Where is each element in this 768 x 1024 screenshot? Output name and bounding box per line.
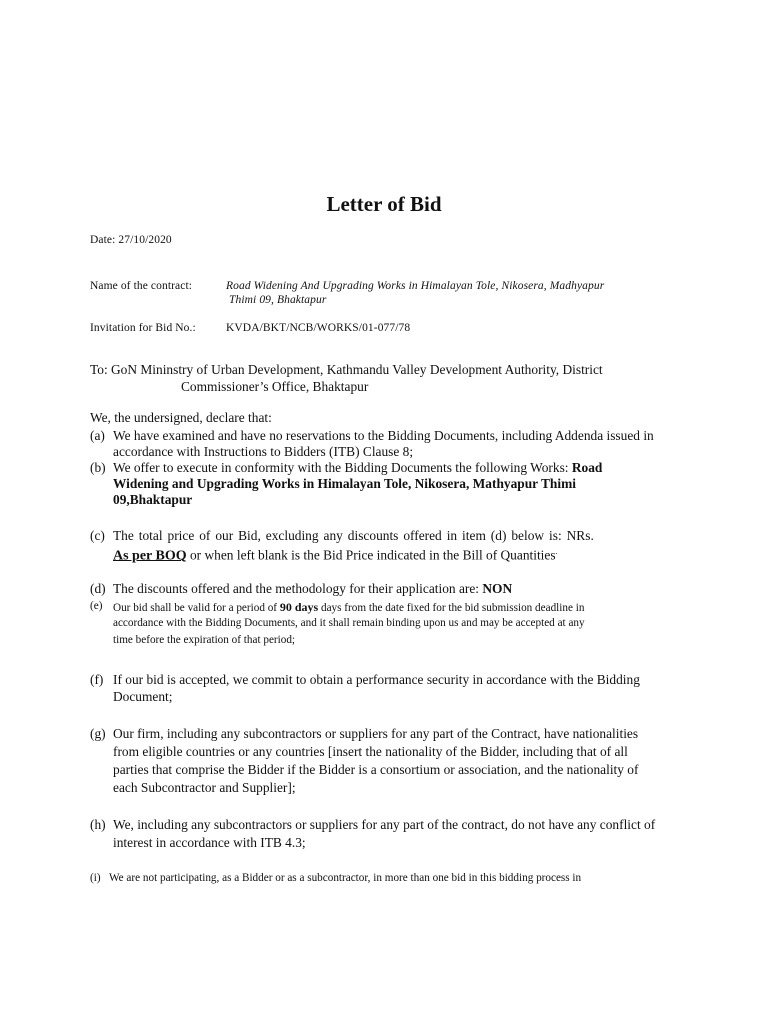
item-c-line2-text: or when left blank is the Bid Price indicated in the Bill of Quantities [186,547,556,563]
date-line: Date: 27/10/2020 [90,234,172,246]
item-e-line1-pre: Our bid shall be valid for a period of [113,602,280,614]
page-title: Letter of Bid [326,192,442,216]
item-e-line1-post: days from the date fixed for the bid submission deadline in [318,602,585,614]
item-e-line1 [113,600,584,615]
item-h-label: (h) [90,817,106,832]
contract-label: Name of the contract: [90,280,193,292]
item-e-days: 90 days [279,600,319,614]
item-g-label: (g) [90,726,106,741]
item-b-line3: 09,Bhaktapur [113,492,193,507]
item-d-bold: NON [482,581,513,596]
item-e-label: (e) [90,600,103,612]
item-b-line1-text: We offer to execute in conformity with the Bidding Documents the following Works: [113,460,572,475]
item-b-line1-bold: Road [571,460,603,475]
declaration-intro: We, the undersigned, declare that: [90,410,272,425]
item-d-label: (d) [90,581,106,596]
item-f-line1: If our bid is accepted, we commit to obtain a performance security in accordance with the Bidding [113,672,640,687]
item-i-label: (i) [90,872,101,884]
item-c-line2 [113,547,558,564]
item-a-line1: We have examined and have no reservations to the Bidding Documents, including Addenda issued in [113,428,654,443]
item-c-line1: The total price of our Bid, excluding any discounts offered in item (d) below is: NRs. [113,528,594,543]
item-c-mark: . [555,547,558,556]
item-i-line1: We are not participating, as a Bidder or as a subcontractor, in more than one bid in this bidding process in [109,872,582,884]
invitation-value: KVDA/BKT/NCB/WORKS/01-077/78 [226,322,411,334]
item-d-line [113,581,512,597]
item-f-line2: Document; [113,689,173,704]
item-d-text: The discounts offered and the methodology for their application are: [113,581,483,596]
item-h-line1: We, including any subcontractors or suppliers for any part of the contract, do not have any conflict of [113,817,656,832]
item-a-line2: accordance with Instructions to Bidders (ITB) Clause 8; [113,444,414,459]
item-g-line1: Our firm, including any subcontractors or suppliers for any part of the Contract, have nationalities [113,726,639,741]
item-f-label: (f) [90,672,104,687]
item-c-label: (c) [90,528,105,543]
item-g-line4: each Subcontractor and Supplier]; [113,780,296,795]
contract-name-line1: Road Widening And Upgrading Works in Himalayan Tole, Nikosera, Madhyapur [226,280,605,292]
item-a-label: (a) [90,428,105,443]
item-g-line3: parties that comprise the Bidder if the Bidder is a consortium or association, and the nationality of [113,762,639,777]
addressee-line1: To: GoN Mininstry of Urban Development, Kathmandu Valley Development Authority, District [90,362,603,377]
addressee-line2: Commissioner’s Office, Bhaktapur [181,379,369,394]
item-e-line2: accordance with the Bidding Documents, and it shall remain binding upon us and may be accepted at any [113,617,585,629]
contract-name-line2: Thimi 09, Bhaktapur [229,294,327,306]
item-b-line1 [113,460,602,476]
item-b-label: (b) [90,460,106,475]
item-b-line2: Widening and Upgrading Works in Himalayan Tole, Nikosera, Mathyapur Thimi [113,476,576,491]
item-c-boq: As per BOQ [113,548,187,564]
item-e-line3: time before the expiration of that period; [113,634,296,646]
item-g-line2: from eligible countries or any countries [insert the nationality of the Bidder, including that of all [113,744,628,759]
invitation-label: Invitation for Bid No.: [90,322,196,334]
item-h-line2: interest in accordance with ITB 4.3; [113,835,306,850]
